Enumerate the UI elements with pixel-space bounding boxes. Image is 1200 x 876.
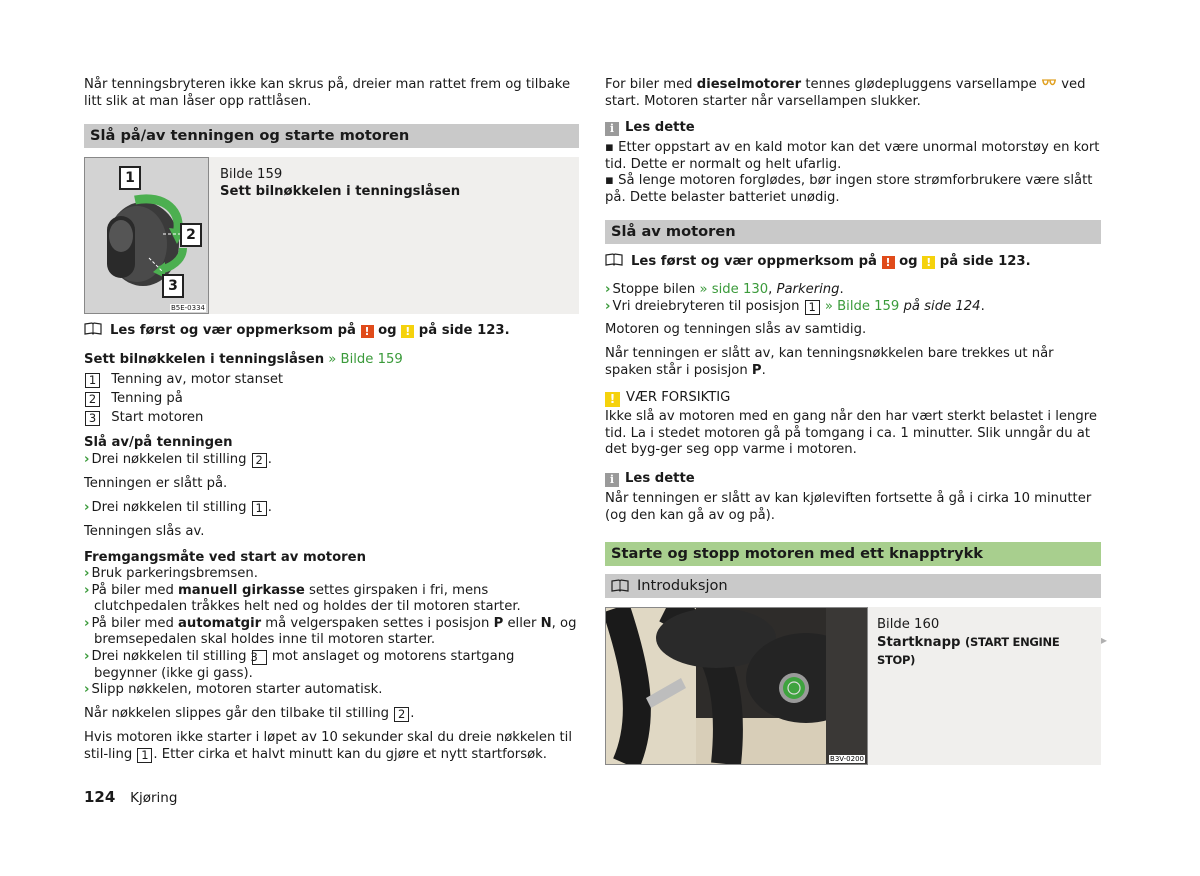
figure-159-link[interactable]: » Bilde 159	[824, 299, 900, 314]
read-first-note	[84, 322, 510, 340]
position-num-2: 2	[85, 392, 100, 407]
figure-160	[605, 607, 1101, 765]
position-item-3	[84, 410, 203, 427]
position-text-1: Tenning av, motor stanset	[111, 372, 284, 387]
step-ignition-on: › Drei nøkkelen til stilling 2 .	[84, 452, 272, 467]
section-heading-push-start: Starte og stopp motoren med ett knapptrykk	[605, 542, 1101, 566]
key-removal-text: Når tenningen er slått av, kan tenningsnøkkelen bare trekkes ut når spaken står i posisjon P.	[605, 346, 1054, 378]
next-page-arrow-icon[interactable]: ▸	[1101, 633, 1108, 647]
figure-160-number: Bilde 160	[877, 617, 940, 632]
book-icon	[84, 322, 102, 336]
note1-title: i Les dette	[605, 120, 695, 137]
procedure-step-3: › På biler med automatgir må velgerspaken settes i posisjon P eller N, og bremsepedalen skal holdes inne til motoren starter.	[84, 615, 577, 648]
figure-159-number: Bilde 159	[220, 167, 283, 182]
read-first-and: og	[378, 323, 397, 338]
figure-label-2: 2	[180, 223, 202, 247]
figure-label-1: 1	[119, 166, 141, 190]
page-footer	[84, 788, 177, 807]
stop-step-2: › Vri dreiebryteren til posisjon 1 » Bilde 159 på side 124.	[605, 299, 985, 314]
warning-red-icon: !	[882, 256, 895, 269]
result-ignition-off: Tenningen slås av.	[84, 524, 205, 539]
caution-title: ! VÆR FORSIKTIG	[605, 390, 730, 407]
step-ignition-off: › Drei nøkkelen til stilling 1 .	[84, 500, 272, 515]
procedure-title: Fremgangsmåte ved start av motoren	[84, 550, 366, 565]
position-text-3: Start motoren	[111, 410, 204, 425]
figure-160-code: B3V-0200	[830, 755, 864, 763]
position-text-2: Tenning på	[111, 391, 183, 406]
note1-bullet-1: ▪ Etter oppstart av en kald motor kan det være unormal motorstøy en kort tid. Dette er normalt og helt ufarlig.	[605, 140, 1100, 172]
procedure-step-4: › Drei nøkkelen til stilling 3 mot anslaget og motorens startgang begynner (ikke gi gass).	[84, 648, 515, 681]
warning-yellow-icon: !	[922, 256, 935, 269]
insert-key-figure-link[interactable]: » Bilde 159	[328, 352, 403, 367]
off-text: Motoren og tenningen slås av samtidig.	[605, 322, 867, 337]
warning-red-icon: !	[361, 325, 374, 338]
figure-159	[84, 157, 579, 314]
procedure-step-1: › Bruk parkeringsbremsen.	[84, 566, 258, 581]
figure-160-image	[605, 607, 868, 765]
caution-icon: !	[605, 392, 620, 407]
release-key-text: Når nøkkelen slippes går den tilbake til stilling 2 .	[84, 706, 415, 721]
note1-bullet-2: ▪ Så lenge motoren forglødes, bør ingen store strømforbrukere være slått på. Dette belaster batteriet unødig.	[605, 173, 1093, 205]
procedure-step-5: › Slipp nøkkelen, motoren starter automatisk.	[84, 682, 383, 698]
book-icon	[605, 253, 623, 267]
procedure-step-2: › På biler med manuell girkasse settes girspaken i fri, mens clutchpedalen tråkkes helt ned og holdes der til motoren starter.	[84, 582, 521, 615]
insert-key-title-text: Sett bilnøkkelen i tenningslåsen	[84, 352, 325, 367]
intro-heading	[605, 574, 1101, 598]
retry-text: Hvis motoren ikke starter i løpet av 10 sekunder skal du dreie nøkkelen til stil-ling 1 . Etter cirka et halvt minutt kan du gjøre et nytt startforsøk.	[84, 730, 573, 762]
figure-159-caption: Sett bilnøkkelen i tenningslåsen	[220, 184, 461, 199]
position-num-1: 1	[85, 373, 100, 388]
figure-code: B5E-0334	[170, 304, 205, 312]
read-first-note-2: Les først og vær oppmerksom på ! og ! på side 123.	[605, 253, 1031, 271]
start-button-photo	[606, 608, 867, 764]
figure-160-caption: Startknapp (START ENGINE STOP)	[877, 635, 1060, 667]
diesel-paragraph: For biler med dieselmotorer tennes glødepluggens varsellampe ved start. Motoren starter når varsellampen slukker.	[605, 77, 1086, 109]
info-icon: i	[605, 122, 619, 136]
intro-paragraph: Når tenningsbryteren ikke kan skrus på, dreier man rattet frem og tilbake litt slik at man låser opp rattlåsen.	[84, 77, 571, 109]
book-icon	[611, 579, 629, 593]
figure-159-image	[84, 157, 209, 314]
note1-body	[605, 140, 1101, 206]
insert-key-title	[84, 352, 403, 369]
note2-text: Når tenningen er slått av kan kjøleviften fortsette å gå i cirka 10 minutter (og den kan gå av og på).	[605, 491, 1092, 523]
page-number: 124	[84, 788, 116, 806]
position-item-2	[84, 391, 183, 408]
glow-plug-icon	[1041, 78, 1057, 88]
chapter-name: Kjøring	[130, 790, 178, 806]
read-first-text: Les først og vær oppmerksom på	[110, 323, 356, 338]
page-130-link[interactable]: » side 130	[699, 282, 769, 297]
position-item-1	[84, 372, 283, 389]
read-first-page: på side 123.	[418, 323, 510, 338]
result-ignition-on: Tenningen er slått på.	[84, 476, 228, 491]
info-icon: i	[605, 473, 619, 487]
figure-label-3: 3	[162, 274, 184, 298]
section-heading-ignition: Slå på/av tenningen og starte motoren	[84, 124, 579, 148]
intro-heading-text: Introduksjon	[637, 577, 728, 594]
position-num-3: 3	[85, 411, 100, 426]
note2-title: i Les dette	[605, 471, 695, 488]
onoff-title: Slå av/på tenningen	[84, 435, 233, 450]
caution-text: Ikke slå av motoren med en gang når den har vært sterkt belastet i lengre tid. La i stedet motoren gå på tomgang i ca. 1 minutter. Slik unngår du at det byg-ger seg opp varme i motoren.	[605, 409, 1097, 458]
warning-yellow-icon: !	[401, 325, 414, 338]
procedure-list	[84, 566, 579, 699]
stop-step-1: › Stoppe bilen » side 130, Parkering.	[605, 282, 844, 297]
section-heading-engine-off: Slå av motoren	[605, 220, 1101, 244]
